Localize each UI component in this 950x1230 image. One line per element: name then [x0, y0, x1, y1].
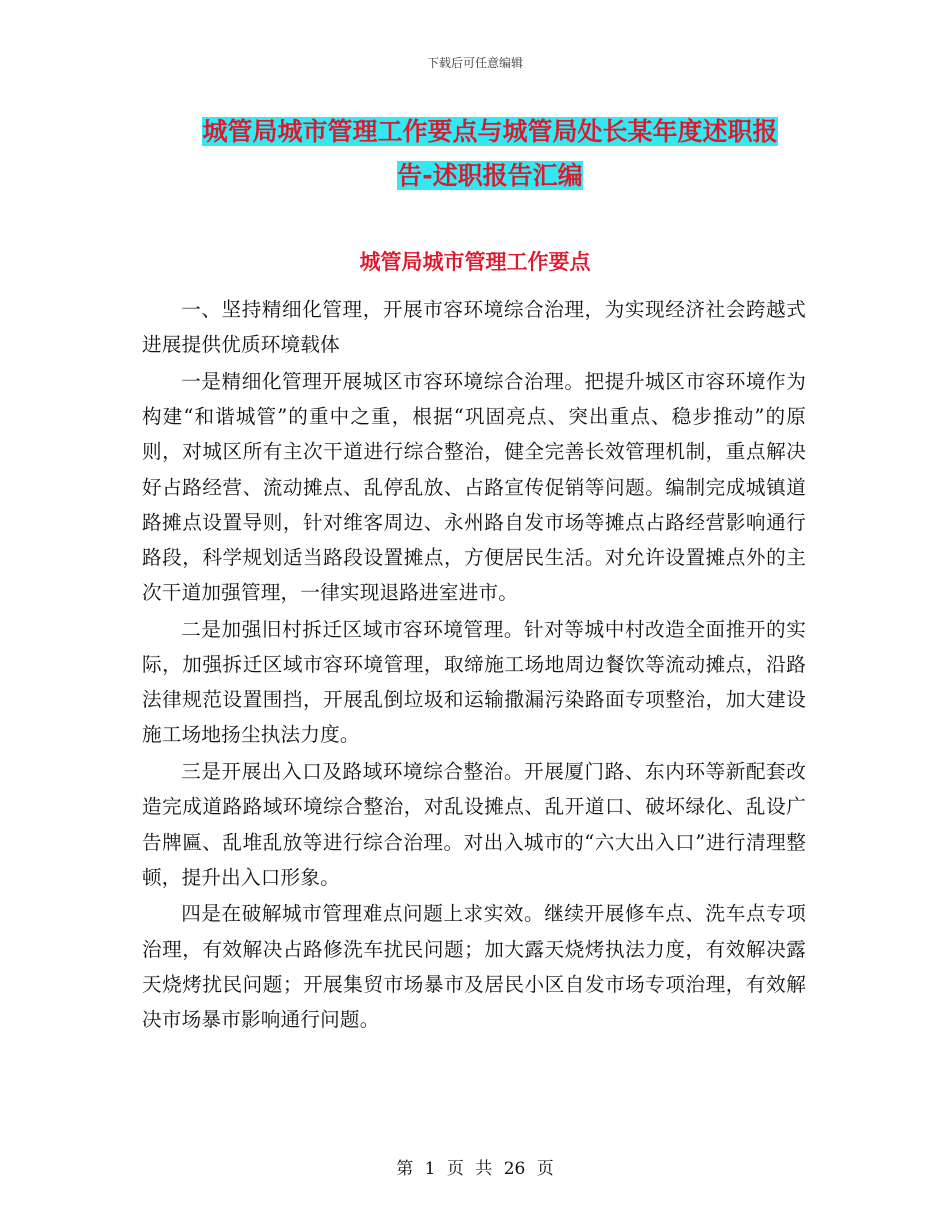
paragraph: 四是在破解城市管理难点问题上求实效。继续开展修车点、洗车点专项治理，有效解决占路修洗车扰民问题；加大露天烧烤执法力度，有效解决露天烧烤扰民问题；开展集贸市场暴市及居民小区自发市场专项治理，有效解决市场暴市影响通行问题。	[142, 902, 806, 1032]
page-footer: 第 1 页 共 26 页	[396, 1159, 554, 1179]
body-text	[142, 292, 806, 1039]
header-note: 下载后可任意编辑	[426, 56, 523, 70]
paragraph: 一、坚持精细化管理，开展市容环境综合治理，为实现经济社会跨越式进展提供优质环境载体	[142, 298, 806, 357]
document-title-line-2: 告-述职报告汇编	[397, 161, 583, 190]
document-title	[140, 110, 840, 198]
section-title: 城管局城市管理工作要点	[359, 250, 591, 274]
paragraph: 二是加强旧村拆迁区域市容环境管理。针对等城中村改造全面推开的实际，加强拆迁区域市容环境管理，取缔施工场地周边餐饮等流动摊点，沿路法律规范设置围挡，开展乱倒垃圾和运输撒漏污染路面专项整治，加大建设施工场地扬尘执法力度。	[142, 617, 806, 747]
document-title-line-1: 城管局城市管理工作要点与城管局处长某年度述职报	[202, 117, 778, 146]
paragraph: 三是开展出入口及路域环境综合整治。开展厦门路、东内环等新配套改造完成道路路域环境综合整治，对乱设摊点、乱开道口、破坏绿化、乱设广告牌匾、乱堆乱放等进行综合治理。对出入城市的“六大出入口”进行清理整顿，提升出入口形象。	[142, 760, 806, 889]
paragraph: 一是精细化管理开展城区市容环境综合治理。把提升城区市容环境作为构建“和谐城管”的重中之重，根据“巩固亮点、突出重点、稳步推动”的原则，对城区所有主次干道进行综合整治，健全完善长效管理机制，重点解决好占路经营、流动摊点、乱停乱放、占路宣传促销等问题。编制完成城镇道路摊点设置导则，针对维客周边、永州路自发市场等摊点占路经营影响通行路段，科学规划适当路段设置摊点，方便居民生活。对允许设置摊点外的主次干道加强管理，一律实现退路进室进市。	[142, 369, 806, 605]
